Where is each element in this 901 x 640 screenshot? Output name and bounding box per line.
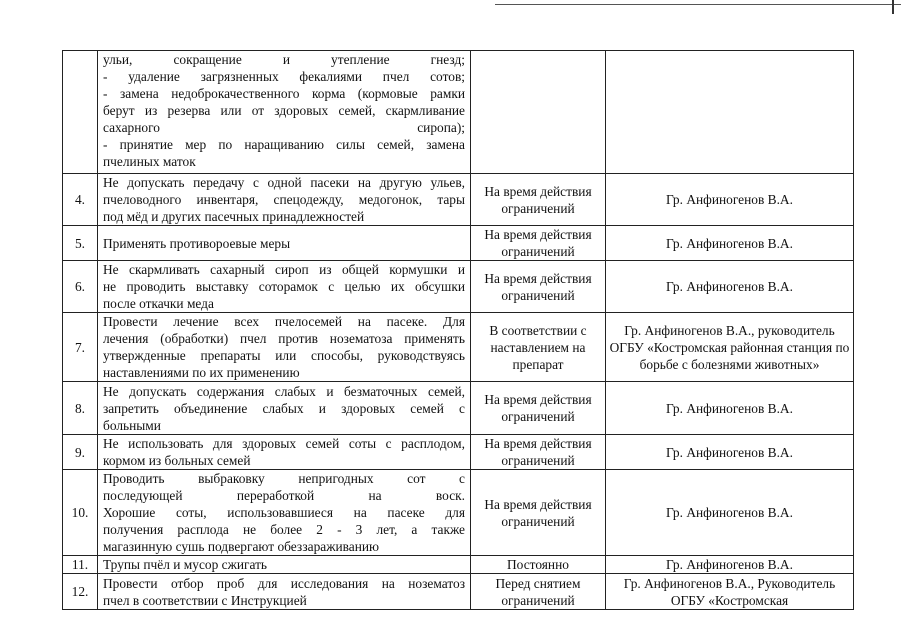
- measure-line: под мёд и других пасечных принадлежностей: [103, 209, 365, 224]
- row-number: 7.: [63, 313, 98, 382]
- deadline-cell: [471, 51, 606, 174]
- measure-line: Хорошие соты, использовавшиеся на пасеке для: [103, 505, 465, 520]
- measure-line: Трупы пчёл и мусор сжигать: [103, 557, 268, 572]
- responsible-cell: Гр. Анфиногенов В.А.: [606, 435, 854, 470]
- measure-line: магазинную сушь подвергают обеззараживанию: [103, 539, 380, 554]
- measure-text: [98, 574, 471, 610]
- measure-line: получения расплода не более 2 - 3 лет, а также: [103, 522, 465, 537]
- measure-text: [98, 261, 471, 313]
- row-number: 10.: [63, 470, 98, 556]
- measure-line: Не допускать передачу с одной пасеки на другую ульев,: [103, 175, 465, 190]
- measure-line: лечения (обработки) пчел против нозематоза применять: [103, 331, 465, 346]
- measure-text: [98, 470, 471, 556]
- responsible-cell: Гр. Анфиногенов В.А., руководитель ОГБУ «Костромская районная станция по борьбе с болезнями животных»: [606, 313, 854, 382]
- deadline-cell: На время действия ограничений: [471, 382, 606, 435]
- table-row: [63, 174, 854, 226]
- measure-line: утвержденные препараты или способы, руководствуясь: [103, 348, 465, 363]
- measure-line: Не допускать содержания слабых и безматочных семей,: [103, 383, 465, 399]
- row-number: 9.: [63, 435, 98, 470]
- measure-line: Не использовать для здоровых семей соты с расплодом,: [103, 436, 465, 451]
- row-number: [63, 51, 98, 174]
- table-row: [63, 574, 854, 610]
- table-row: [63, 313, 854, 382]
- measure-line: пчелиных маток: [103, 154, 196, 169]
- measure-text: [98, 226, 471, 261]
- measure-text: [98, 435, 471, 470]
- measure-line: пчеловодного инвентаря, спецодежду, медогонок, тары: [103, 192, 465, 207]
- row-number: 6.: [63, 261, 98, 313]
- measure-line: сахарного сиропа);: [103, 120, 465, 135]
- deadline-cell: На время действия ограничений: [471, 261, 606, 313]
- table-row: [63, 470, 854, 556]
- responsible-cell: Гр. Анфиногенов В.А.: [606, 226, 854, 261]
- measure-line: после откачки меда: [103, 296, 214, 311]
- measure-line: Проводить выбраковку непригодных сот с: [103, 471, 465, 486]
- measure-line: - удаление загрязненных фекалиями пчел сотов;: [103, 69, 465, 84]
- row-number: 8.: [63, 382, 98, 435]
- page-top-line: [495, 4, 901, 5]
- row-number: 4.: [63, 174, 98, 226]
- responsible-cell: Гр. Анфиногенов В.А.: [606, 556, 854, 574]
- responsible-cell: Гр. Анфиногенов В.А.: [606, 261, 854, 313]
- measure-text: [98, 51, 471, 174]
- measure-line: ульи, сокращение и утепление гнезд;: [103, 52, 465, 67]
- table-row: [63, 382, 854, 435]
- row-number: 11.: [63, 556, 98, 574]
- deadline-cell: В соответствии с наставлением на препарат: [471, 313, 606, 382]
- measure-text: [98, 556, 471, 574]
- table-row: [63, 435, 854, 470]
- measures-table: [62, 50, 854, 610]
- measure-line: пчел в соответствии с Инструкцией: [103, 592, 307, 608]
- measure-text: [98, 382, 471, 435]
- measure-line: запретить объединение слабых и здоровых семей с: [103, 400, 465, 416]
- table-row: [63, 261, 854, 313]
- measure-line: Провести лечение всех пчелосемей на пасеке. Для: [103, 314, 465, 329]
- deadline-cell: На время действия ограничений: [471, 435, 606, 470]
- responsible-cell: Гр. Анфиногенов В.А.: [606, 382, 854, 435]
- deadline-cell: На время действия ограничений: [471, 174, 606, 226]
- measure-line: последующей переработкой на воск.: [103, 488, 465, 503]
- measure-line: наставлениями по их применению: [103, 365, 300, 380]
- responsible-cell: Гр. Анфиногенов В.А.: [606, 470, 854, 556]
- responsible-cell: Гр. Анфиногенов В.А.: [606, 174, 854, 226]
- measure-line: - замена недоброкачественного корма (кормовые рамки: [103, 86, 465, 101]
- measure-line: Провести отбор проб для исследования на нозематоз: [103, 575, 465, 591]
- measures-table-body: [63, 51, 854, 610]
- row-number: 12.: [63, 574, 98, 610]
- measure-line: Применять противороевые меры: [103, 235, 291, 251]
- deadline-cell: На время действия ограничений: [471, 470, 606, 556]
- row-number: 5.: [63, 226, 98, 261]
- measure-line: берут из резерва или от здоровых семей, скармливание: [103, 103, 465, 118]
- table-row: [63, 51, 854, 174]
- measure-text: [98, 174, 471, 226]
- table-row: [63, 226, 854, 261]
- measure-line: кормом из больных семей: [103, 453, 251, 468]
- responsible-cell: Гр. Анфиногенов В.А., Руководитель ОГБУ «Костромская: [606, 574, 854, 610]
- deadline-cell: Перед снятием ограничений: [471, 574, 606, 610]
- measure-text: [98, 313, 471, 382]
- page-edge-mark: [892, 0, 894, 14]
- table-row: [63, 556, 854, 574]
- measure-line: Не скармливать сахарный сироп из общей кормушки и: [103, 262, 465, 277]
- measure-line: не проводить выставку сотоpамок с целью их обсушки: [103, 279, 465, 294]
- deadline-cell: Постоянно: [471, 556, 606, 574]
- deadline-cell: На время действия ограничений: [471, 226, 606, 261]
- responsible-cell: [606, 51, 854, 174]
- measure-line: - принятие мер по наращиванию силы семей, замена: [103, 137, 465, 152]
- measure-line: больными: [103, 417, 161, 433]
